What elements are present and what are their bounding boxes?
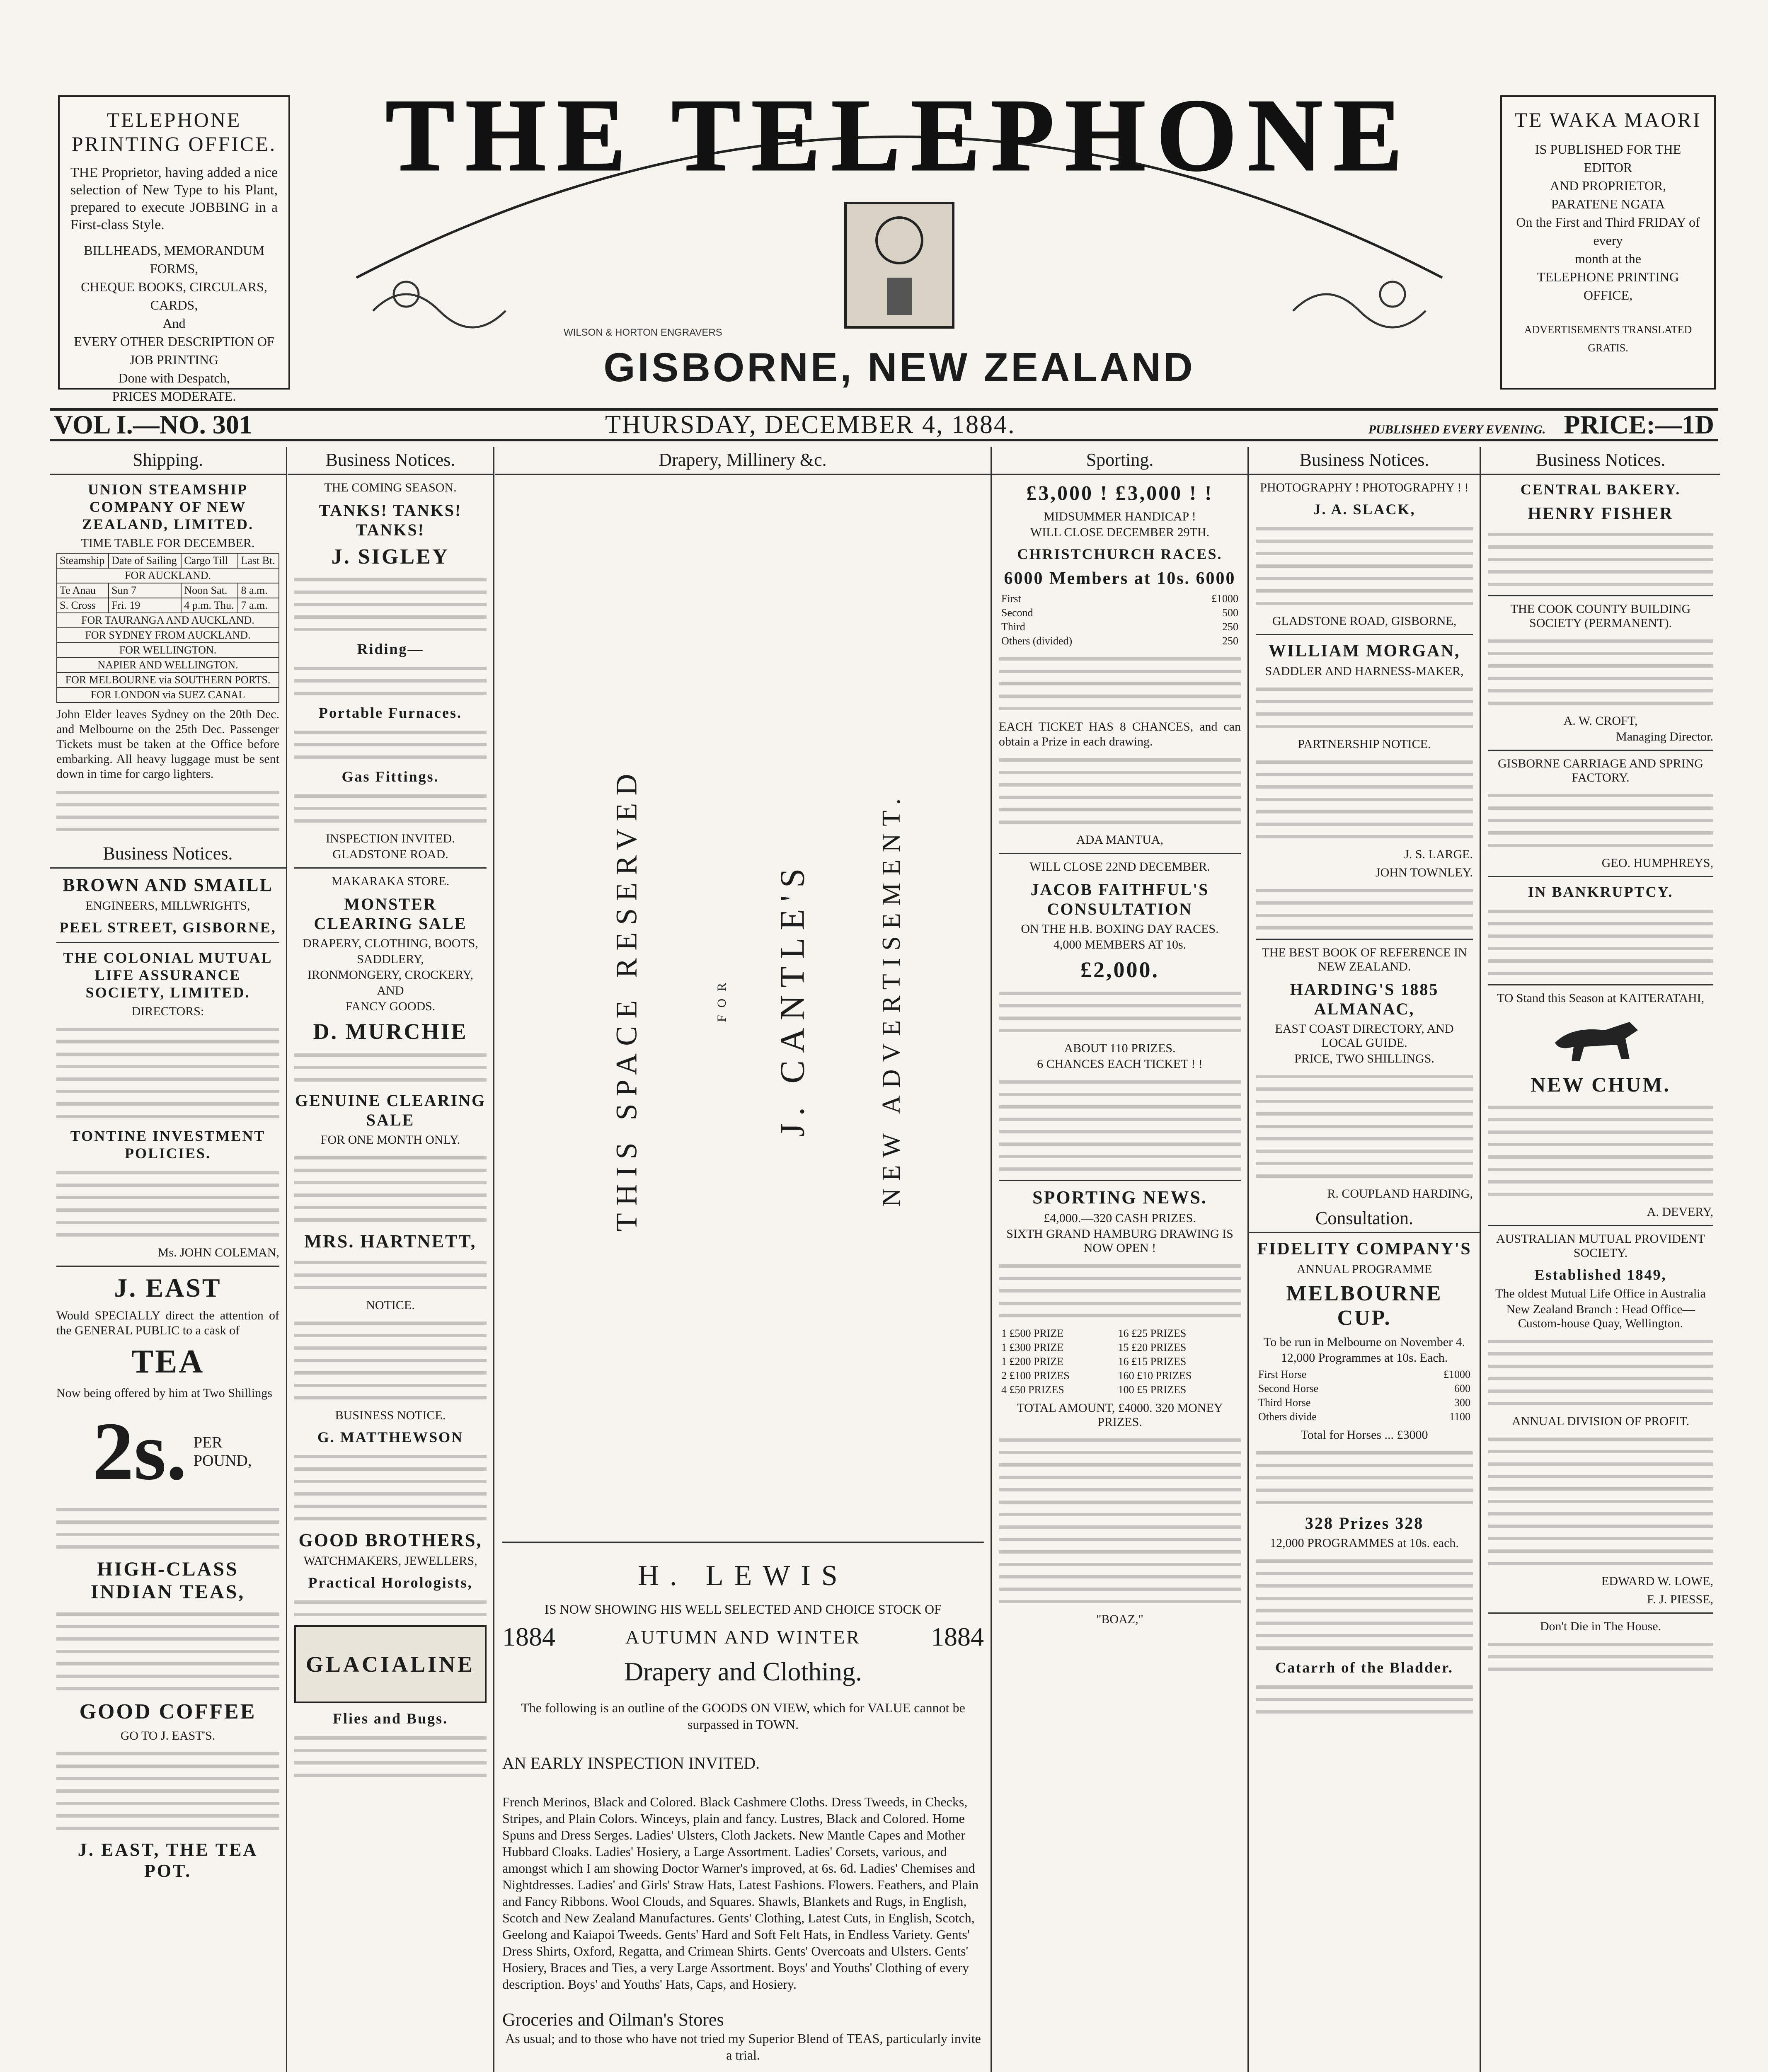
tea-heading: TEA: [131, 1343, 205, 1380]
column-rule: [1480, 447, 1481, 2072]
column-rule: [991, 447, 992, 2072]
directors-label: DIRECTORS:: [131, 1005, 204, 1018]
lewis-showing: IS NOW SHOWING HIS WELL SELECTED AND CHOICE STOCK OF: [545, 1602, 942, 1617]
printing-office-box: [58, 95, 290, 404]
tea-pot-sign: J. EAST, THE TEA POT.: [78, 1840, 258, 1881]
brown-smaill-heading: BROWN AND SMAILL: [63, 875, 273, 895]
printing-office-body: THE Proprietor, having added a nice selection of New Type to his Plant, prepared to execute JOBBING in a First-class Style.: [70, 165, 278, 232]
year-left: 1884: [502, 1622, 555, 1651]
groceries-heading: Groceries and Oilman's Stores: [502, 2009, 724, 2030]
prize-table: First £1000 Second 500 Third 250 Others (divided) 250: [1001, 593, 1238, 647]
clearing-sale: MONSTER CLEARING SALE: [314, 895, 467, 933]
issue-date: THURSDAY, DECEMBER 4, 1884.: [605, 410, 1016, 439]
coleman-signature: Ms. JOHN COLEMAN,: [157, 1246, 279, 1259]
coming-season: THE COMING SEASON.: [324, 481, 457, 494]
section-heading-business: Business Notices.: [50, 840, 286, 869]
notice-label: NOTICE.: [366, 1298, 415, 1312]
cook-society: THE COOK COUNTY BUILDING SOCIETY (PERMANENT).: [1510, 602, 1691, 630]
glaciarine-advert: GLACIALINE: [294, 1625, 487, 1703]
section-heading-business: Business Notices.: [1249, 447, 1480, 475]
section-heading-sporting: Sporting.: [992, 447, 1247, 475]
business-notice-label: BUSINESS NOTICE.: [335, 1409, 446, 1422]
column-business-notices-3: Business Notices. CENTRAL BAKERY. HENRY FISHER THE COOK COUNTY BUILDING SOCIETY (PERMANENT). A. W. CROFT, Managing Director. GISBORNE CARRIAGE AND SPRING FACTORY. GEO. HUMPHREYS, IN BANKRUPTCY. TO Stand this Season at KAITERATAHI, NEW CHUM. A. DEVERY, AUSTRALIAN MUTUAL PROVIDENT SOCIETY. Established 1849, The oldest Mutual Life Office in Australia New Zealand Branch : Head Office— Custom-house Quay, Wellington. ANNUAL DIVISION OF PROFIT. EDWARD W. LOWE, F. J. PIESSE, Don't Die in The House.: [1481, 447, 1720, 2072]
brown-smaill-sub: ENGINEERS, MILLWRIGHTS,: [85, 899, 250, 913]
faithful-heading: JACOB FAITHFUL'S CONSULTATION: [1030, 880, 1209, 918]
ticket-note: EACH TICKET HAS 8 CHANCES, and can obtain a Prize in each drawing.: [999, 720, 1241, 748]
column-business-notices-2: Business Notices. PHOTOGRAPHY ! PHOTOGRAPHY ! ! J. A. SLACK, GLADSTONE ROAD, GISBORNE, WILLIAM MORGAN, SADDLER AND HARNESS-MAKER, PARTNERSHIP NOTICE. J. S. LARGE. JOHN TOWNLEY. THE BEST BOOK OF REFERENCE IN NEW ZEALAND. HARDING'S 1885 ALMANAC, EAST COAST DIRECTORY, AND LOCAL GUIDE. PRICE, TWO SHILLINGS. R. COUPLAND HARDING, Consultation. FIDELITY COMPANY'S ANNUAL PROGRAMME MELBOURNE CUP. To be run in Melbourne on November 4. 12,000 Programmes at 10s. Each. First Horse £1000 Second Horse 600 Third Horse 300 Others divide 1100 Total for Horses ... £3000 328 Prizes 328 12,000 PROGRAMMES at 10s. each. Catarrh of the Bladder.: [1249, 447, 1480, 2072]
inspection-invited: INSPECTION INVITED.: [326, 832, 455, 845]
east-intro: Would SPECIALLY direct the attention of the GENERAL PUBLIC to a cask of: [56, 1309, 279, 1337]
column-business-notices: Business Notices. THE COMING SEASON. TANKS! TANKS! TANKS! J. SIGLEY Riding— Portable Furnaces. Gas Fittings. INSPECTION INVITED. GLADSTONE ROAD. MAKARAKA STORE. MONSTER CLEARING SALE DRAPERY, CLOTHING, BOOTS, SADDLERY, IRONMONGERY, CROCKERY, AND FANCY GOODS. D. MURCHIE GENUINE CLEARING SALE FOR ONE MONTH ONLY. MRS. HARTNETT, NOTICE. BUSINESS NOTICE. G. MATTHEWSON GOOD BROTHERS, WATCHMAKERS, JEWELLERS, Practical Horologists, GLACIALINE Flies and Bugs.: [288, 447, 493, 2072]
section-heading-shipping: Shipping.: [50, 447, 286, 475]
hartnett-heading: MRS. HARTNETT,: [304, 1231, 477, 1251]
murchie-heading: D. MURCHIE: [313, 1019, 468, 1044]
matthewson-heading: G. MATTHEWSON: [317, 1429, 464, 1445]
masthead-title: THE TELEPHONE: [385, 78, 1413, 193]
cantle-name: J. CANTLE'S: [773, 861, 812, 1137]
printing-office-item: CHEQUE BOOKS, CIRCULARS,: [81, 279, 267, 294]
gladstone-road: GLADSTONE ROAD.: [332, 847, 448, 861]
peel-street: PEEL STREET, GISBORNE,: [59, 919, 276, 936]
morgan-heading: WILLIAM MORGAN,: [1268, 641, 1460, 661]
column-rule: [1247, 447, 1249, 2072]
lewis-advert: [502, 1542, 984, 2072]
lewis-heading: H. LEWIS: [638, 1560, 848, 1592]
new-advertisement: NEW ADVERTISEMENT.: [877, 791, 906, 1207]
te-waka-maori-heading: TE WAKA MAORI: [1514, 108, 1702, 131]
printing-office-heading: TELEPHONE PRINTING OFFICE.: [71, 108, 277, 155]
tontine-heading: TONTINE INVESTMENT POLICIES.: [70, 1128, 266, 1162]
lewis-outline: The following is an outline of the GOODS ON VIEW, which for VALUE cannot be surpassed in TOWN.: [521, 1700, 965, 1732]
tanks-heading: TANKS! TANKS! TANKS!: [319, 501, 462, 539]
new-chum: NEW CHUM.: [1531, 1073, 1671, 1096]
te-waka-maori-box: [1500, 95, 1716, 390]
volume-number: VOL I.—NO. 301: [54, 410, 252, 439]
te-waka-line: AND PROPRIETOR,: [1550, 178, 1666, 193]
timetable-heading: TIME TABLE FOR DECEMBER.: [81, 536, 255, 550]
boaz-signature: "BOAZ,": [1096, 1612, 1143, 1626]
te-waka-line: IS PUBLISHED FOR THE EDITOR: [1535, 142, 1681, 175]
engraver-imprint: WILSON & HORTON ENGRAVERS: [564, 327, 722, 338]
column-shipping: [50, 447, 286, 2072]
shipping-note: John Elder leaves Sydney on the 20th Dec. and Melbourne on the 25th Dec. Passenger Tickets must be taken at the Office before embarking. All heavy luggage must be sent down in time for cargo lighters.: [56, 707, 279, 781]
high-class-teas: HIGH-CLASS INDIAN TEAS,: [90, 1558, 245, 1603]
flies-heading: Flies and Bugs.: [332, 1710, 448, 1727]
early-inspection: AN EARLY INSPECTION INVITED.: [502, 1754, 760, 1772]
section-heading-business: Business Notices.: [1481, 447, 1720, 475]
good-coffee: GOOD COFFEE: [79, 1700, 257, 1723]
te-waka-line: PARATENE NGATA: [1551, 196, 1665, 211]
space-reserved-text: THIS SPACE RESERVED: [610, 766, 643, 1231]
makaraka-store: MAKARAKA STORE.: [331, 874, 450, 888]
one-month: FOR ONE MONTH ONLY.: [320, 1133, 460, 1147]
reserved-space: [502, 472, 984, 1525]
masthead-title-art: [307, 46, 1492, 344]
te-waka-line: TELEPHONE PRINTING OFFICE,: [1537, 269, 1679, 303]
horse-icon: [1538, 1009, 1663, 1067]
two-shillings: Now being offered by him at Two Shillings: [56, 1386, 272, 1400]
printing-office-item: PRICES MODERATE.: [112, 389, 236, 404]
riding-heading: Riding—: [357, 641, 424, 657]
section-heading-business: Business Notices.: [288, 447, 493, 475]
slack-heading: J. A. SLACK,: [1313, 501, 1416, 518]
printing-office-item: Done with Despatch,: [118, 370, 230, 385]
publication-frequency: PUBLISHED EVERY EVENING.: [1368, 423, 1546, 436]
ornament-scroll-right: [1293, 282, 1426, 327]
furnaces-heading: Portable Furnaces.: [319, 704, 462, 721]
column-rule: [286, 447, 287, 2072]
harding-almanac: HARDING'S 1885 ALMANAC,: [1290, 980, 1439, 1018]
drapery-clothing: Drapery and Clothing.: [624, 1657, 862, 1686]
dateline-bar: [50, 408, 1718, 441]
per-pound: PER POUND,: [193, 1433, 252, 1469]
union-steamship-heading: UNION STEAMSHIP COMPANY OF NEW ZEALAND, LIMITED.: [82, 481, 254, 533]
colonial-mutual-heading: THE COLONIAL MUTUAL LIFE ASSURANCE SOCIETY, LIMITED.: [63, 949, 273, 1001]
printing-office-item: And: [162, 316, 186, 331]
season-label: AUTUMN AND WINTER: [625, 1626, 861, 1648]
genuine-clearing: GENUINE CLEARING SALE: [295, 1091, 486, 1129]
for-text: FOR: [715, 975, 729, 1022]
sporting-prize: £3,000 ! £3,000 ! !: [1026, 481, 1213, 504]
cup-prizes: First Horse £1000 Second Horse 600 Third Horse 300 Others divide 1100: [1258, 1368, 1470, 1423]
lewis-goods-list: French Merinos, Black and Colored. Black Cashmere Cloths. Dress Tweeds, in Checks, Stripes, and Plain Colors. Winceys, plain and fancy. Lustres, Black and Colored. Home Spuns and Dress Serges. Ladies' Ulsters, Cloth Jackets. New Mantle Capes and Mother Hubbard Cloaks. Ladies' Hosiery, a Large Assortment. Ladies' Corsets, various, and amongst which I am showing Doctor Warner's improved, at 6s. 6d. Ladies' Chemises and Nightdresses. Ladies' and Girls' Straw Hats, Latest Fashions. Flowers. Feathers, and Plain and Fancy Ribbons. Wool Clouds, and Squares. Shawls, Blankets and Rugs, in English, Scotch and New Zealand Manufactures. Gents' Clothing, Latest Cuts, in English, Scotch, Geelong and Kaiapoi Tweeds. Gents' Hard and Soft Felt Hats, in Endless Variety. Gents' Dress Shirts, Oxford, Regatta, and Crimean Shirts. Gents' Overcoats and Ulsters. Gents' Hosiery, Braces and Ties, a very Large Assortment. Boys' and Youths' Clothing of every description. Boys' and Youths' Hats, Caps, and Hosiery.: [502, 1794, 979, 1992]
ornament-scroll-left: [373, 282, 506, 327]
te-waka-footer: ADVERTISEMENTS TRANSLATED GRATIS.: [1524, 324, 1692, 354]
good-brothers: GOOD BROTHERS,: [298, 1530, 482, 1550]
groceries-text: As usual; and to those who have not tried my Superior Blend of TEAS, particularly invite a trial.: [505, 2031, 981, 2062]
sailing-timetable: Steamship Date of Sailing Cargo Till Last Bt. FOR AUCKLAND. Te Anau Sun 7 Noon Sat. 8 a.m. S. Cross Fri. 19 4 p.m. Thu. 7 a.m. FOR TAURANGA AND AUCKLAND. FOR SYDNEY FROM AUCKLAND. FOR WELLINGTON. NAPIER AND WELLINGTON. FOR MELBOURNE via SOUTHERN PORTS. FOR LONDON via SUEZ CANAL: [56, 553, 279, 703]
masthead-place: GISBORNE, NEW ZEALAND: [603, 344, 1195, 390]
column-rule: [493, 447, 494, 2072]
gas-heading: Gas Fittings.: [341, 768, 439, 785]
te-waka-line: On the First and Third FRIDAY of every: [1516, 215, 1700, 248]
te-waka-line: month at the: [1575, 251, 1641, 266]
section-heading-drapery: Drapery, Millinery &c.: [495, 447, 991, 475]
east-heading: J. EAST: [114, 1273, 222, 1302]
central-bakery: CENTRAL BAKERY.: [1520, 481, 1681, 498]
masthead-logo: [307, 46, 1492, 344]
sigley-heading: J. SIGLEY: [331, 545, 450, 569]
coffee-sub: GO TO J. EAST'S.: [120, 1729, 216, 1743]
section-heading-consultation: Consultation.: [1249, 1205, 1480, 1233]
fidelity-heading: FIDELITY COMPANY'S: [1257, 1239, 1472, 1259]
printing-office-item: EVERY OTHER DESCRIPTION OF JOB PRINTING: [74, 334, 274, 367]
printing-office-item: BILLHEADS, MEMORANDUM FORMS,: [84, 243, 264, 276]
members-line: 6000 Members at 10s. 6000: [1004, 569, 1236, 588]
tea-price: 2s.: [92, 1406, 187, 1497]
year-right: 1884: [930, 1622, 984, 1651]
printing-office-item: CARDS,: [150, 298, 198, 312]
sporting-news: SPORTING NEWS.: [1032, 1187, 1207, 1208]
hamburg-prizes: 1 £500 PRIZE 16 £25 PRIZES 1 £300 PRIZE 15 £20 PRIZES 1 £200 PRIZE 16 £15 PRIZES 2 £100 PRIZES 160 £10 PRIZES 4 £50 PRIZES 100 £5 PRIZES: [1001, 1327, 1192, 1396]
issue-price: PRICE:—1D: [1564, 410, 1714, 439]
column-sporting: Sporting. £3,000 ! £3,000 ! ! MIDSUMMER HANDICAP ! WILL CLOSE DECEMBER 29TH. CHRISTCHURCH RACES. 6000 Members at 10s. 6000 First £1000 Second 500 Third 250 Others (divided) 250 EACH TICKET HAS 8 CHANCES, and can obtain a Prize in each drawing. ADA MANTUA, WILL CLOSE 22ND DECEMBER. JACOB FAITHFUL'S CONSULTATION ON THE H.B. BOXING DAY RACES. 4,000 MEMBERS AT 10s. £2,000. ABOUT 110 PRIZES. 6 CHANCES EACH TICKET ! ! SPORTING NEWS. £4,000.—320 CASH PRIZES. SIXTH GRAND HAMBURG DRAWING IS NOW OPEN ! 1 £500 PRIZE 16 £25 PRIZES 1 £300 PRIZE 15 £20 PRIZES 1 £200 PRIZE 16 £15 PRIZES 2 £100 PRIZES 160 £10 PRIZES 4 £50 PRIZES 100 £5 PRIZES TOTAL AMOUNT, £4000. 320 MONEY PRIZES. "BOAZ,": [992, 447, 1247, 2072]
fisher-heading: HENRY FISHER: [1528, 504, 1674, 523]
